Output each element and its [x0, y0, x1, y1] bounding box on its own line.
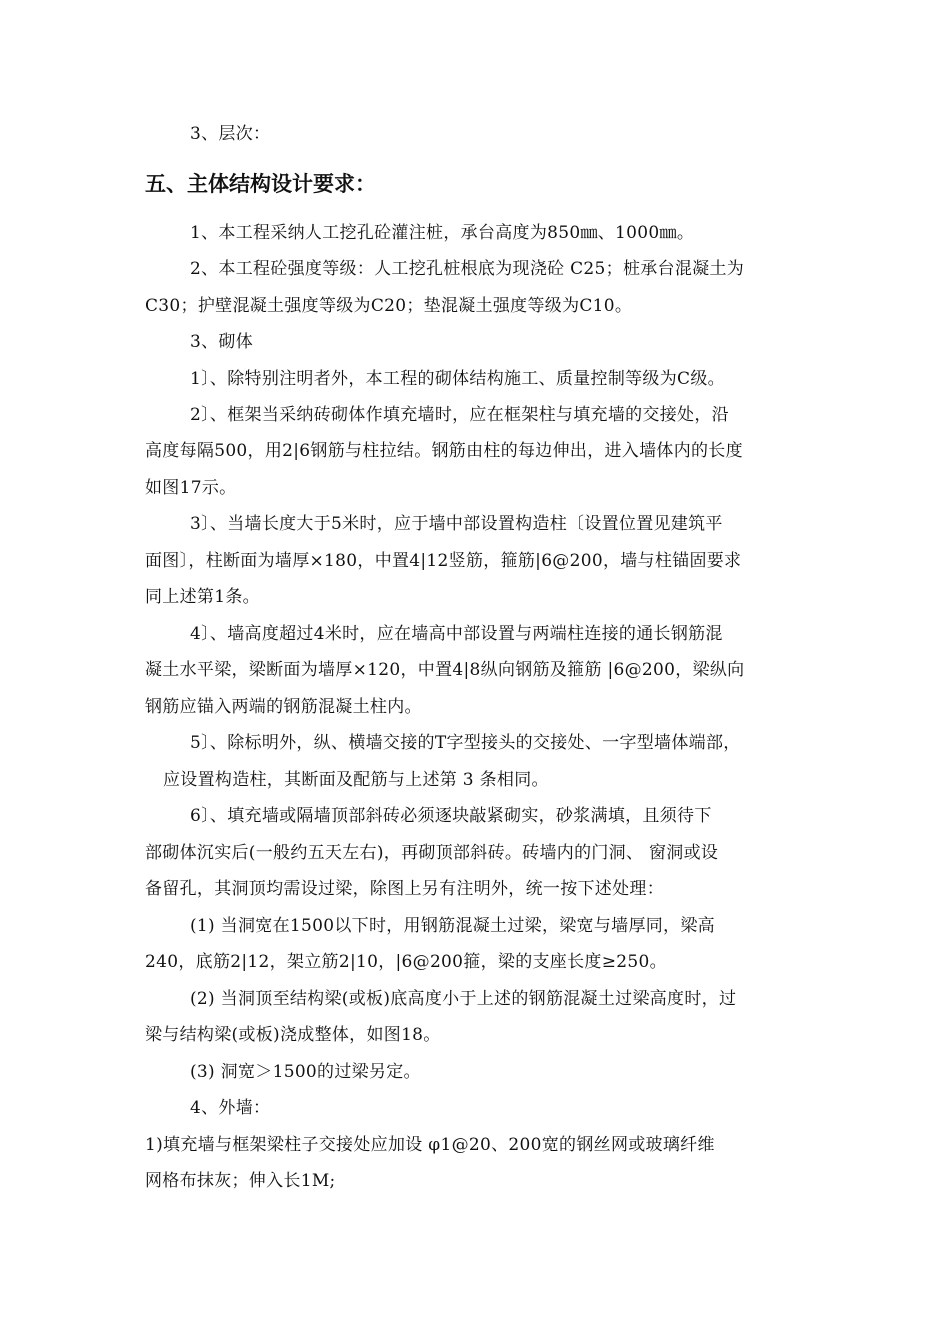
paragraph-line: C30；护壁混凝土强度等级为C20；垫混凝土强度等级为C10。: [145, 296, 633, 316]
paragraph-line: 应设置构造柱，其断面及配筋与上述第 3 条相同。: [163, 770, 549, 790]
paragraph-line: 1〕、除特别注明者外，本工程的砌体结构施工、质量控制等级为C级。: [190, 369, 725, 389]
paragraph-line: 网格布抹灰；伸入长1M;: [145, 1171, 336, 1191]
section-heading-5: 五、主体结构设计要求：: [145, 172, 376, 196]
paragraph-line: 高度每隔500，用2|6钢筋与柱拉结。钢筋由柱的每边伸出，进入墙体内的长度: [145, 441, 743, 461]
paragraph-line: 2〕、框架当采纳砖砌体作填充墙时，应在框架柱与填充墙的交接处，沿: [190, 405, 729, 425]
paragraph-line: 1)填充墙与框架梁柱子交接处应加设 φ1@20、200宽的钢丝网或玻璃纤维: [145, 1135, 715, 1155]
paragraph-line: 6〕、填充墙或隔墙顶部斜砖必须逐块敲紧砌实，砂浆满填，且须待下: [190, 806, 712, 826]
item-3-layers: 3、层次：: [190, 124, 271, 144]
paragraph-line: 1、本工程采纳人工挖孔砼灌注桩，承台高度为850㎜、1000㎜。: [190, 223, 695, 243]
paragraph-line: 3、砌体: [190, 332, 254, 352]
paragraph-line: 2、本工程砼强度等级：人工挖孔桩根底为现浇砼 C25；桩承台混凝土为: [190, 259, 745, 279]
paragraph-line: 4〕、墙高度超过4米时，应在墙高中部设置与两端柱连接的通长钢筋混: [190, 624, 723, 644]
paragraph-line: 部砌体沉实后(一般约五天左右)，再砌顶部斜砖。砖墙内的门洞、 窗洞或设: [145, 843, 719, 863]
paragraph-line: 面图〕，柱断面为墙厚×180，中置4|12竖筋，箍筋|6@200，墙与柱锚固要求: [145, 551, 742, 571]
paragraph-line: 4、外墙：: [190, 1098, 271, 1118]
paragraph-line: 钢筋应锚入两端的钢筋混凝土柱内。: [145, 697, 422, 717]
paragraph-line: (3) 洞宽＞1500的过梁另定。: [190, 1062, 421, 1082]
paragraph-line: (1) 当洞宽在1500以下时，用钢筋混凝土过梁，梁宽与墙厚同，梁高: [190, 916, 715, 936]
paragraph-line: 备留孔，其洞顶均需设过梁，除图上另有注明外，统一按下述处理：: [145, 879, 664, 899]
paragraph-line: 如图17示。: [145, 478, 237, 498]
paragraph-line: 凝土水平梁，梁断面为墙厚×120，中置4|8纵向钢筋及箍筋 |6@200，梁纵向: [145, 660, 745, 680]
paragraph-line: 同上述第1条。: [145, 587, 260, 607]
paragraph-line: 梁与结构梁(或板)浇成整体，如图18。: [145, 1025, 441, 1045]
paragraph-line: 5〕、除标明外，纵、横墙交接的T字型接头的交接处、一字型墙体端部，: [190, 733, 741, 753]
paragraph-line: 240，底筋2|12，架立筋2|10，|6@200箍，梁的支座长度≥250。: [145, 952, 667, 972]
paragraph-line: 3〕、当墙长度大于5米时，应于墙中部设置构造柱〔设置位置见建筑平: [190, 514, 723, 534]
paragraph-line: (2) 当洞顶至结构梁(或板)底高度小于上述的钢筋混凝土过梁高度时，过: [190, 989, 737, 1009]
